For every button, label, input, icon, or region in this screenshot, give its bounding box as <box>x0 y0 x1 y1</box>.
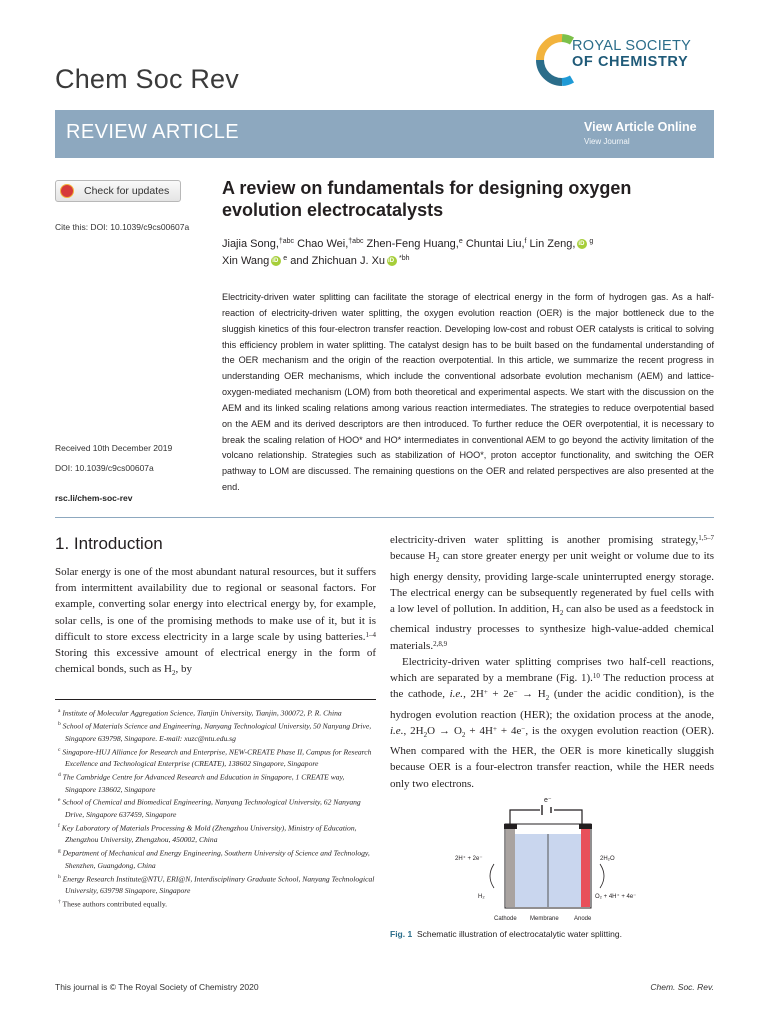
footnote-text: Key Laboratory of Materials Processing & Mold (Zhengzhou University), Ministry of Education, Zhengzhou University, Zhengzhou, 450002, China <box>59 823 357 845</box>
reference-citation[interactable]: 1–4 <box>365 630 376 639</box>
figure-1-electrolyzer-diagram <box>450 794 664 924</box>
paragraph-text: , by <box>175 663 192 676</box>
abstract: Electricity-driven water splitting can facilitate the storage of electrical energy in the form of hydrogen gas. As a half-reaction of electricity-driven water splitting, the oxygen evolution reaction (OER) is the major bottleneck due to the sluggish kinetics of this four-electron transfer reaction. Developing low-cost and robust OER catalysts is critical to solving this efficiency problem in water splitting. The catalyst design has to be built based on the fundamental understanding of the OER mechanism and the origin of the reaction overpotential. In this article, we summarize the recent progress in understanding OER mechanisms, which include the conventional adsorbate evolution mechanism (AEM) and lattice-oxygen-mediated mechanism (LOM) from both theoretical and experimental aspects. We start with the discussion on the AEM and its linked scaling relations among various reaction intermediates. The strategies to reduce overpotential based on the AEM and its derived descriptors are then introduced. To further reduce the OER overpotential, it is necessary to break the scaling relation of HOO* and HO* intermediates in conventional AEM to go beyond the activity limitation of the volcano relationship. Strategies such as stabilization of HOO*, proton acceptor functionality, and switching the OER pathway to LOM are discussed. The remaining questions on the OER and related perspectives are also presented at the end. <box>222 292 714 493</box>
author-list <box>222 236 714 270</box>
section-heading-introduction: 1. Introduction <box>55 534 163 553</box>
cathode-product-label: H₂ <box>478 894 485 900</box>
electrode-cap-right <box>579 824 592 829</box>
paragraph-text: Electricity-driven water splitting comprises two half-cell reactions, which are separated by a membrane (Fig. 1). <box>390 655 714 684</box>
reference-citation[interactable]: 2,8,9 <box>433 639 448 648</box>
subscript: 2 <box>436 556 440 565</box>
crossmark-icon <box>60 184 74 198</box>
footnote-text: School of Chemical and Biomedical Engineering, Nanyang Technological University, 62 Nanyang Drive, Singapore 637459, Singapore <box>60 798 361 819</box>
paragraph-text: , 2H <box>463 688 484 701</box>
footnote <box>55 706 376 719</box>
journal-name: Chem Soc Rev <box>55 64 239 94</box>
footnote-mark: h <box>58 873 61 880</box>
footnote-mark: c <box>58 746 61 753</box>
paragraph-text: + 4H <box>465 724 493 737</box>
reference-citation[interactable]: 10 <box>592 672 600 680</box>
body-text-right-column <box>390 532 714 792</box>
orcid-icon[interactable] <box>577 239 587 249</box>
footnote <box>55 745 376 770</box>
author-affiliation-mark: e <box>283 255 288 262</box>
affiliation-footnotes <box>55 706 376 910</box>
footnote-mark: f <box>58 822 60 829</box>
orcid-icon[interactable] <box>271 256 281 266</box>
orcid-icon[interactable] <box>387 256 397 266</box>
article-type-label: REVIEW ARTICLE <box>66 121 240 143</box>
footnote-text: These authors contributed equally. <box>60 899 168 909</box>
author-affiliation-mark: f <box>524 238 527 245</box>
footnote-text: Energy Research Institute@NTU, ERI@N, Interdisciplinary Graduate School, Nanyang Technological University, 639798 Singapore, Singapore <box>60 874 375 895</box>
paragraph-text: O → O <box>427 724 462 737</box>
section-divider <box>55 517 714 518</box>
copyright-footer: This journal is © The Royal Society of Chemistry 2020 <box>55 982 259 992</box>
paragraph-text: can also be used as a feedstock in chemical industry processes to synthesize high-value-added chemical materials. <box>390 603 715 652</box>
paragraph-text: Storing this excessive amount of electrical energy in the form of chemical bonds, such as H <box>55 647 376 676</box>
author-affiliation-mark: e <box>458 238 463 245</box>
author-name: Chuntai Liu, <box>462 238 525 250</box>
view-article-online-link[interactable]: View Article Online <box>584 120 697 134</box>
paragraph-text: + 2e <box>487 688 514 701</box>
paragraph-text: , is the oxygen evolution reaction (OER). When compared with the HER, the OER is more kinetically sluggish because OER is a four-electron transfer reaction, while the HER needs only two electrons. <box>390 724 714 790</box>
view-journal-link[interactable]: View Journal <box>584 137 630 146</box>
paragraph-text: because H <box>390 550 437 563</box>
figure-caption-label[interactable]: Fig. 1 <box>390 929 413 939</box>
check-for-updates-label: Check for updates <box>84 185 170 197</box>
footnote-mark: g <box>58 848 61 855</box>
footnote-text: Department of Mechanical and Energy Engineering, Southern University of Science and Technology, Shenzhen, Guangdong, China <box>60 848 370 870</box>
cathode-label: Cathode <box>494 916 517 922</box>
paragraph-text: (under the acidic condition), is the hydrogen evolution reaction (HER); the oxidation process at the anode, <box>390 688 714 721</box>
figure-caption-text: Schematic illustration of electrocatalytic water splitting. <box>416 929 622 939</box>
footnote-text: The Cambridge Centre for Advanced Research and Education in Singapore, 1 CREATE way, Singapore 138602, Singapore <box>60 772 345 794</box>
logo-line-2: OF CHEMISTRY <box>572 54 689 70</box>
author-affiliation-mark: †abc <box>278 238 295 245</box>
logo-line-1: ROYAL SOCIETY <box>572 38 692 54</box>
footnote <box>55 872 376 897</box>
author-affiliation-mark: †abc <box>348 238 364 245</box>
author-affiliation-mark: g <box>589 238 594 245</box>
subscript: 2 <box>172 669 176 678</box>
reference-citation[interactable]: 1,5–7 <box>698 534 714 542</box>
subscript: 2 <box>545 694 550 703</box>
journal-link[interactable]: rsc.li/chem-soc-rev <box>55 493 133 503</box>
anode-reactant-label: 2H₂O <box>600 856 615 862</box>
paragraph-text: + 4e <box>496 724 522 737</box>
footnote-text: Institute of Molecular Aggregation Science, Tianjin University, Tianjin, 300072, P. R. China <box>60 708 342 718</box>
membrane-label: Membrane <box>530 916 559 922</box>
footnote <box>55 795 376 820</box>
rsc-logo-text <box>572 38 691 70</box>
footnote-mark: a <box>58 708 61 714</box>
author-name: Lin Zeng, <box>526 238 576 250</box>
superscript: + <box>492 724 497 733</box>
figure-caption <box>390 929 622 939</box>
subscript: 2 <box>461 730 466 739</box>
superscript: − <box>513 688 518 697</box>
author-name: Zhen-Feng Huang, <box>363 238 459 250</box>
received-date: Received 10th December 2019 <box>55 443 173 453</box>
footnote-text: Singapore-HUJ Alliance for Research and Enterprise, NEW-CREATE Phase II, Campus for Research Excellence and Technological Enterprise (CREATE), 138602 Singapore, Singapore <box>60 747 372 769</box>
doi[interactable]: DOI: 10.1039/c9cs00607a <box>55 463 154 473</box>
footnote <box>55 846 376 871</box>
article-title: A review on fundamentals for designing oxygen evolution electrocatalysts <box>222 178 632 220</box>
body-text-left-column <box>55 564 376 682</box>
italic-text: i.e. <box>449 688 464 701</box>
author-name: and Zhichuan J. Xu <box>287 255 386 267</box>
anode-product-label: O₂ + 4H⁺ + 4e⁻ <box>595 894 637 900</box>
anode-reaction-arrow <box>600 864 604 888</box>
footnote-mark: b <box>58 721 61 728</box>
paragraph-text: Solar energy is one of the most abundant natural resources, but it suffers from intermittent availability due to regional or seasonal factors. For example, converting solar energy into electrical energy by, for example, solar cells, is one of the promising methods to make use of it, but it is difficult to store excess electricity in a large scale by using batteries. <box>55 566 376 643</box>
paragraph-text: The reduction process at the cathode, <box>390 672 714 701</box>
subscript: 2 <box>559 609 564 618</box>
superscript: + <box>483 688 488 697</box>
superscript: − <box>521 724 526 733</box>
cite-this-doi: Cite this: DOI: 10.1039/c9cs00607a <box>55 222 190 232</box>
cathode-reactant-label: 2H⁺ + 2e⁻ <box>455 856 483 862</box>
footnote <box>55 770 376 795</box>
footnote-text: School of Materials Science and Engineering, Nanyang Technological University, 50 Nanyang Drive, Singapore 639798, Singapore. E-mail: xuzc@ntu.edu.sg <box>60 721 372 743</box>
footnote <box>55 821 376 846</box>
footnote-mark: † <box>58 898 61 905</box>
footnote <box>55 719 376 744</box>
anode-electrode <box>581 827 590 907</box>
paragraph <box>390 654 714 792</box>
paragraph-text: electricity-driven water splitting is another promising strategy, <box>390 534 699 546</box>
author-name: Jiajia Song, <box>222 238 279 250</box>
paragraph-text: , 2H <box>403 724 424 737</box>
subscript: 2 <box>423 730 428 739</box>
paragraph-text: can store greater energy per unit weight or volume due to its high energy density, providing large-scale uninterrupted energy storage. The electrical energy can be subsequently regenerated by fuel cells with a low level of pollution. In addition, H <box>390 550 714 615</box>
paragraph-text: → H <box>517 688 546 701</box>
cathode-reaction-arrow <box>490 864 494 888</box>
author-name: Xin Wang <box>222 255 270 267</box>
footnote-mark: e <box>58 797 61 804</box>
journal-footer: Chem. Soc. Rev. <box>650 982 714 992</box>
author-name: Chao Wei, <box>294 238 349 250</box>
author-affiliation-mark: *bh <box>399 255 410 262</box>
cathode-electrode <box>506 827 515 907</box>
footnote-divider <box>55 699 376 700</box>
anode-label: Anode <box>574 916 592 922</box>
electron-label: e⁻ <box>544 797 552 804</box>
italic-text: i.e. <box>390 724 404 737</box>
footnote <box>55 897 376 910</box>
electrode-cap-left <box>504 824 517 829</box>
footnote-mark: d <box>58 772 61 779</box>
